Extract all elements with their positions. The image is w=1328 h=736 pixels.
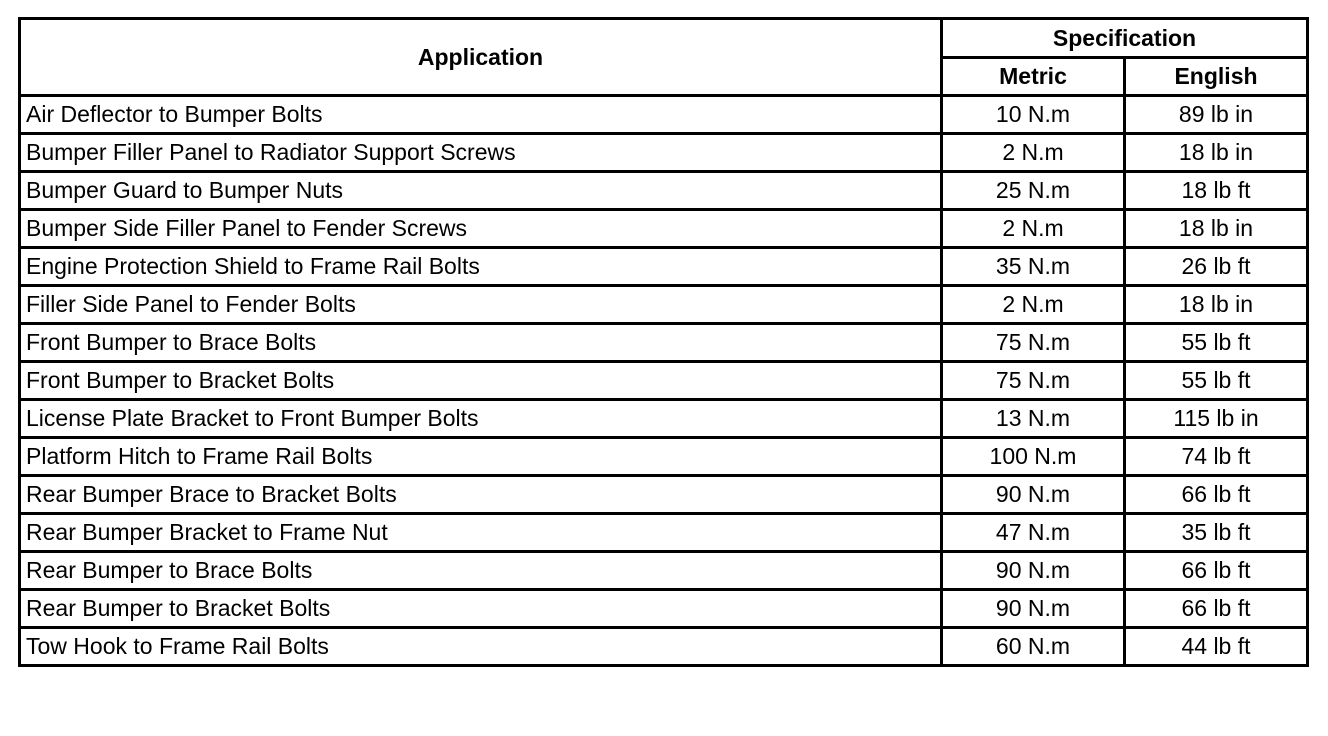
- cell-english: 18 lb in: [1125, 210, 1308, 248]
- table-row: [20, 96, 1308, 134]
- header-specification: Specification: [942, 19, 1308, 58]
- cell-english: 66 lb ft: [1125, 590, 1308, 628]
- table-row: [20, 134, 1308, 172]
- torque-spec-table: [18, 17, 1309, 667]
- cell-english: 18 lb ft: [1125, 172, 1308, 210]
- cell-english: 18 lb in: [1125, 134, 1308, 172]
- cell-application: Tow Hook to Frame Rail Bolts: [20, 628, 942, 666]
- cell-metric: 90 N.m: [942, 476, 1125, 514]
- table-row: [20, 362, 1308, 400]
- table-row: [20, 286, 1308, 324]
- cell-application: Engine Protection Shield to Frame Rail Bolts: [20, 248, 942, 286]
- table-row: [20, 172, 1308, 210]
- cell-application: Rear Bumper to Bracket Bolts: [20, 590, 942, 628]
- table-header: [20, 19, 1308, 96]
- table-row: [20, 324, 1308, 362]
- header-english: English: [1125, 58, 1308, 96]
- cell-application: Front Bumper to Brace Bolts: [20, 324, 942, 362]
- table-row: [20, 400, 1308, 438]
- cell-metric: 25 N.m: [942, 172, 1125, 210]
- cell-metric: 47 N.m: [942, 514, 1125, 552]
- cell-english: 89 lb in: [1125, 96, 1308, 134]
- cell-metric: 2 N.m: [942, 210, 1125, 248]
- cell-application: Rear Bumper to Brace Bolts: [20, 552, 942, 590]
- cell-application: Rear Bumper Bracket to Frame Nut: [20, 514, 942, 552]
- table-row: [20, 552, 1308, 590]
- cell-english: 44 lb ft: [1125, 628, 1308, 666]
- cell-metric: 2 N.m: [942, 286, 1125, 324]
- cell-application: Rear Bumper Brace to Bracket Bolts: [20, 476, 942, 514]
- cell-application: Front Bumper to Bracket Bolts: [20, 362, 942, 400]
- table-body: [20, 96, 1308, 666]
- cell-metric: 75 N.m: [942, 324, 1125, 362]
- cell-english: 55 lb ft: [1125, 324, 1308, 362]
- table-row: [20, 210, 1308, 248]
- cell-english: 115 lb in: [1125, 400, 1308, 438]
- cell-english: 26 lb ft: [1125, 248, 1308, 286]
- cell-metric: 10 N.m: [942, 96, 1125, 134]
- cell-application: Platform Hitch to Frame Rail Bolts: [20, 438, 942, 476]
- table-row: [20, 438, 1308, 476]
- table-row: [20, 476, 1308, 514]
- cell-application: Bumper Guard to Bumper Nuts: [20, 172, 942, 210]
- cell-metric: 90 N.m: [942, 590, 1125, 628]
- cell-application: Air Deflector to Bumper Bolts: [20, 96, 942, 134]
- cell-metric: 13 N.m: [942, 400, 1125, 438]
- table-row: [20, 248, 1308, 286]
- cell-english: 18 lb in: [1125, 286, 1308, 324]
- cell-metric: 2 N.m: [942, 134, 1125, 172]
- cell-metric: 75 N.m: [942, 362, 1125, 400]
- table-row: [20, 628, 1308, 666]
- table-row: [20, 514, 1308, 552]
- cell-english: 55 lb ft: [1125, 362, 1308, 400]
- cell-metric: 60 N.m: [942, 628, 1125, 666]
- header-application: Application: [20, 19, 942, 96]
- cell-application: Bumper Filler Panel to Radiator Support Screws: [20, 134, 942, 172]
- cell-english: 35 lb ft: [1125, 514, 1308, 552]
- cell-application: License Plate Bracket to Front Bumper Bolts: [20, 400, 942, 438]
- cell-application: Bumper Side Filler Panel to Fender Screws: [20, 210, 942, 248]
- header-metric: Metric: [942, 58, 1125, 96]
- cell-english: 66 lb ft: [1125, 476, 1308, 514]
- cell-english: 66 lb ft: [1125, 552, 1308, 590]
- cell-english: 74 lb ft: [1125, 438, 1308, 476]
- cell-metric: 90 N.m: [942, 552, 1125, 590]
- cell-application: Filler Side Panel to Fender Bolts: [20, 286, 942, 324]
- header-row-1: [20, 19, 1308, 58]
- cell-metric: 35 N.m: [942, 248, 1125, 286]
- cell-metric: 100 N.m: [942, 438, 1125, 476]
- table-row: [20, 590, 1308, 628]
